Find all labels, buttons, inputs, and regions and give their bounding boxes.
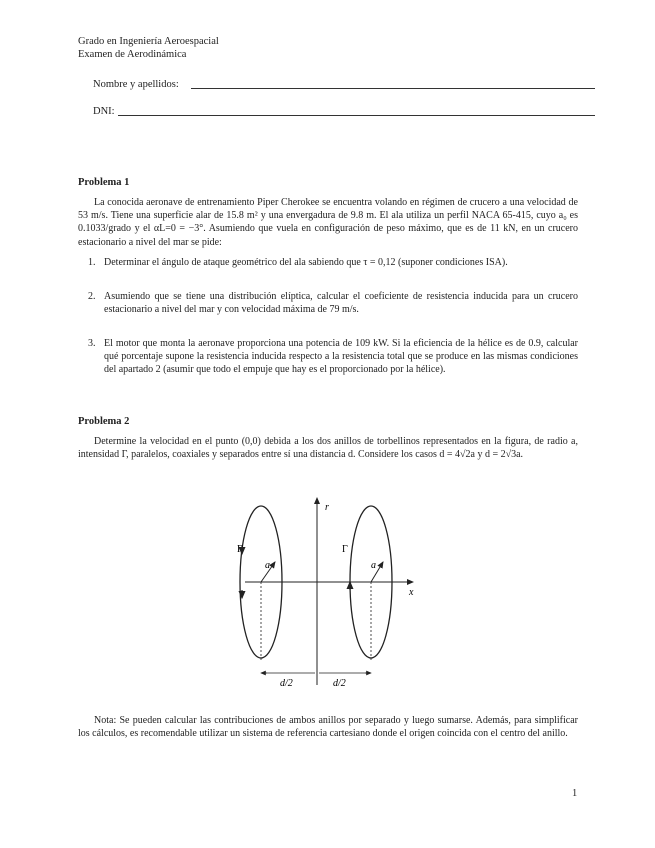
x-axis-label: x bbox=[409, 587, 414, 598]
item-number: 1. bbox=[88, 257, 96, 268]
item-text: Determinar el ángulo de ataque geométrico del ala sabiendo que τ = 0,12 (suponer condiciones ISA). bbox=[104, 257, 508, 268]
name-line[interactable] bbox=[191, 88, 595, 89]
name-label: Nombre y apellidos: bbox=[93, 79, 179, 90]
dni-line[interactable] bbox=[118, 115, 595, 116]
dni-label: DNI: bbox=[93, 106, 115, 117]
right-radius-label: a bbox=[371, 560, 376, 571]
problem2-note: Nota: Se pueden calcular las contribuciones de ambos anillos por separado y luego sumarse. Además, para simplificar los cálculos, es recomendable utilizar un sistema de referencia cartesiano donde el origen coincida con el centro del anillo. bbox=[78, 715, 578, 740]
problem1-intro: La conocida aeronave de entrenamiento Piper Cherokee se encuentra volando en régimen de crucero a una velocidad de 53 m/s. Tiene una superficie alar de 15.8 m² y una envergadura de 9.8 m. El ala utiliza un perfil NACA 65-415, cuyo a₀ es 0.1033/grado y el αL=0 = −3°. Asumiendo que vuela en configuración de peso máximo, que es de 11 kN, en un crucero estacionario a nivel del mar se pide: bbox=[78, 197, 578, 248]
problem1-title: Problema 1 bbox=[78, 177, 130, 188]
item-number: 3. bbox=[88, 338, 96, 349]
vortex-rings-figure bbox=[225, 490, 425, 690]
problem1-item-1 bbox=[88, 256, 578, 269]
name-field bbox=[93, 79, 179, 90]
document-header bbox=[78, 35, 219, 61]
left-half-distance-label: d/2 bbox=[280, 678, 293, 689]
left-radius-label: a bbox=[265, 560, 270, 571]
item-text: El motor que monta la aeronave proporciona una potencia de 109 kW. Si la eficiencia de la hélice es de 0.9, calcular qué porcentaje supone la resistencia inducida respecto a la resistencia total que se produce en las mismas condiciones del apartado 2 (asumir que todo el empuje que hay es el proporcionado por la hélice). bbox=[104, 338, 578, 376]
r-axis-label: r bbox=[325, 502, 329, 513]
problem2-title: Problema 2 bbox=[78, 416, 130, 427]
item-text: Asumiendo que se tiene una distribución elíptica, calcular el coeficiente de resistencia inducida para un crucero estacionario a nivel del mar y con velocidad máxima de 79 m/s. bbox=[104, 291, 578, 316]
problem2-intro: Determine la velocidad en el punto (0,0) debida a los dos anillos de torbellinos representados en la figura, de radio a, intensidad Γ, paralelos, coaxiales y separados entre sí una distancia d. Considere los casos d = 4√2a y d = 2√3a. bbox=[78, 436, 578, 461]
exam-title: Examen de Aerodinámica bbox=[78, 49, 187, 60]
page-number: 1 bbox=[572, 788, 578, 799]
problem1-item-3 bbox=[88, 337, 578, 377]
item-number: 2. bbox=[88, 291, 96, 302]
degree-title: Grado en Ingeniería Aeroespacial bbox=[78, 36, 219, 47]
right-half-distance-label: d/2 bbox=[333, 678, 346, 689]
dni-field bbox=[93, 106, 115, 117]
right-gamma-label: Γ bbox=[342, 544, 348, 555]
vortex-rings-diagram bbox=[225, 490, 425, 690]
problem1-item-2 bbox=[88, 290, 578, 316]
left-gamma-label: Γ bbox=[237, 544, 243, 555]
